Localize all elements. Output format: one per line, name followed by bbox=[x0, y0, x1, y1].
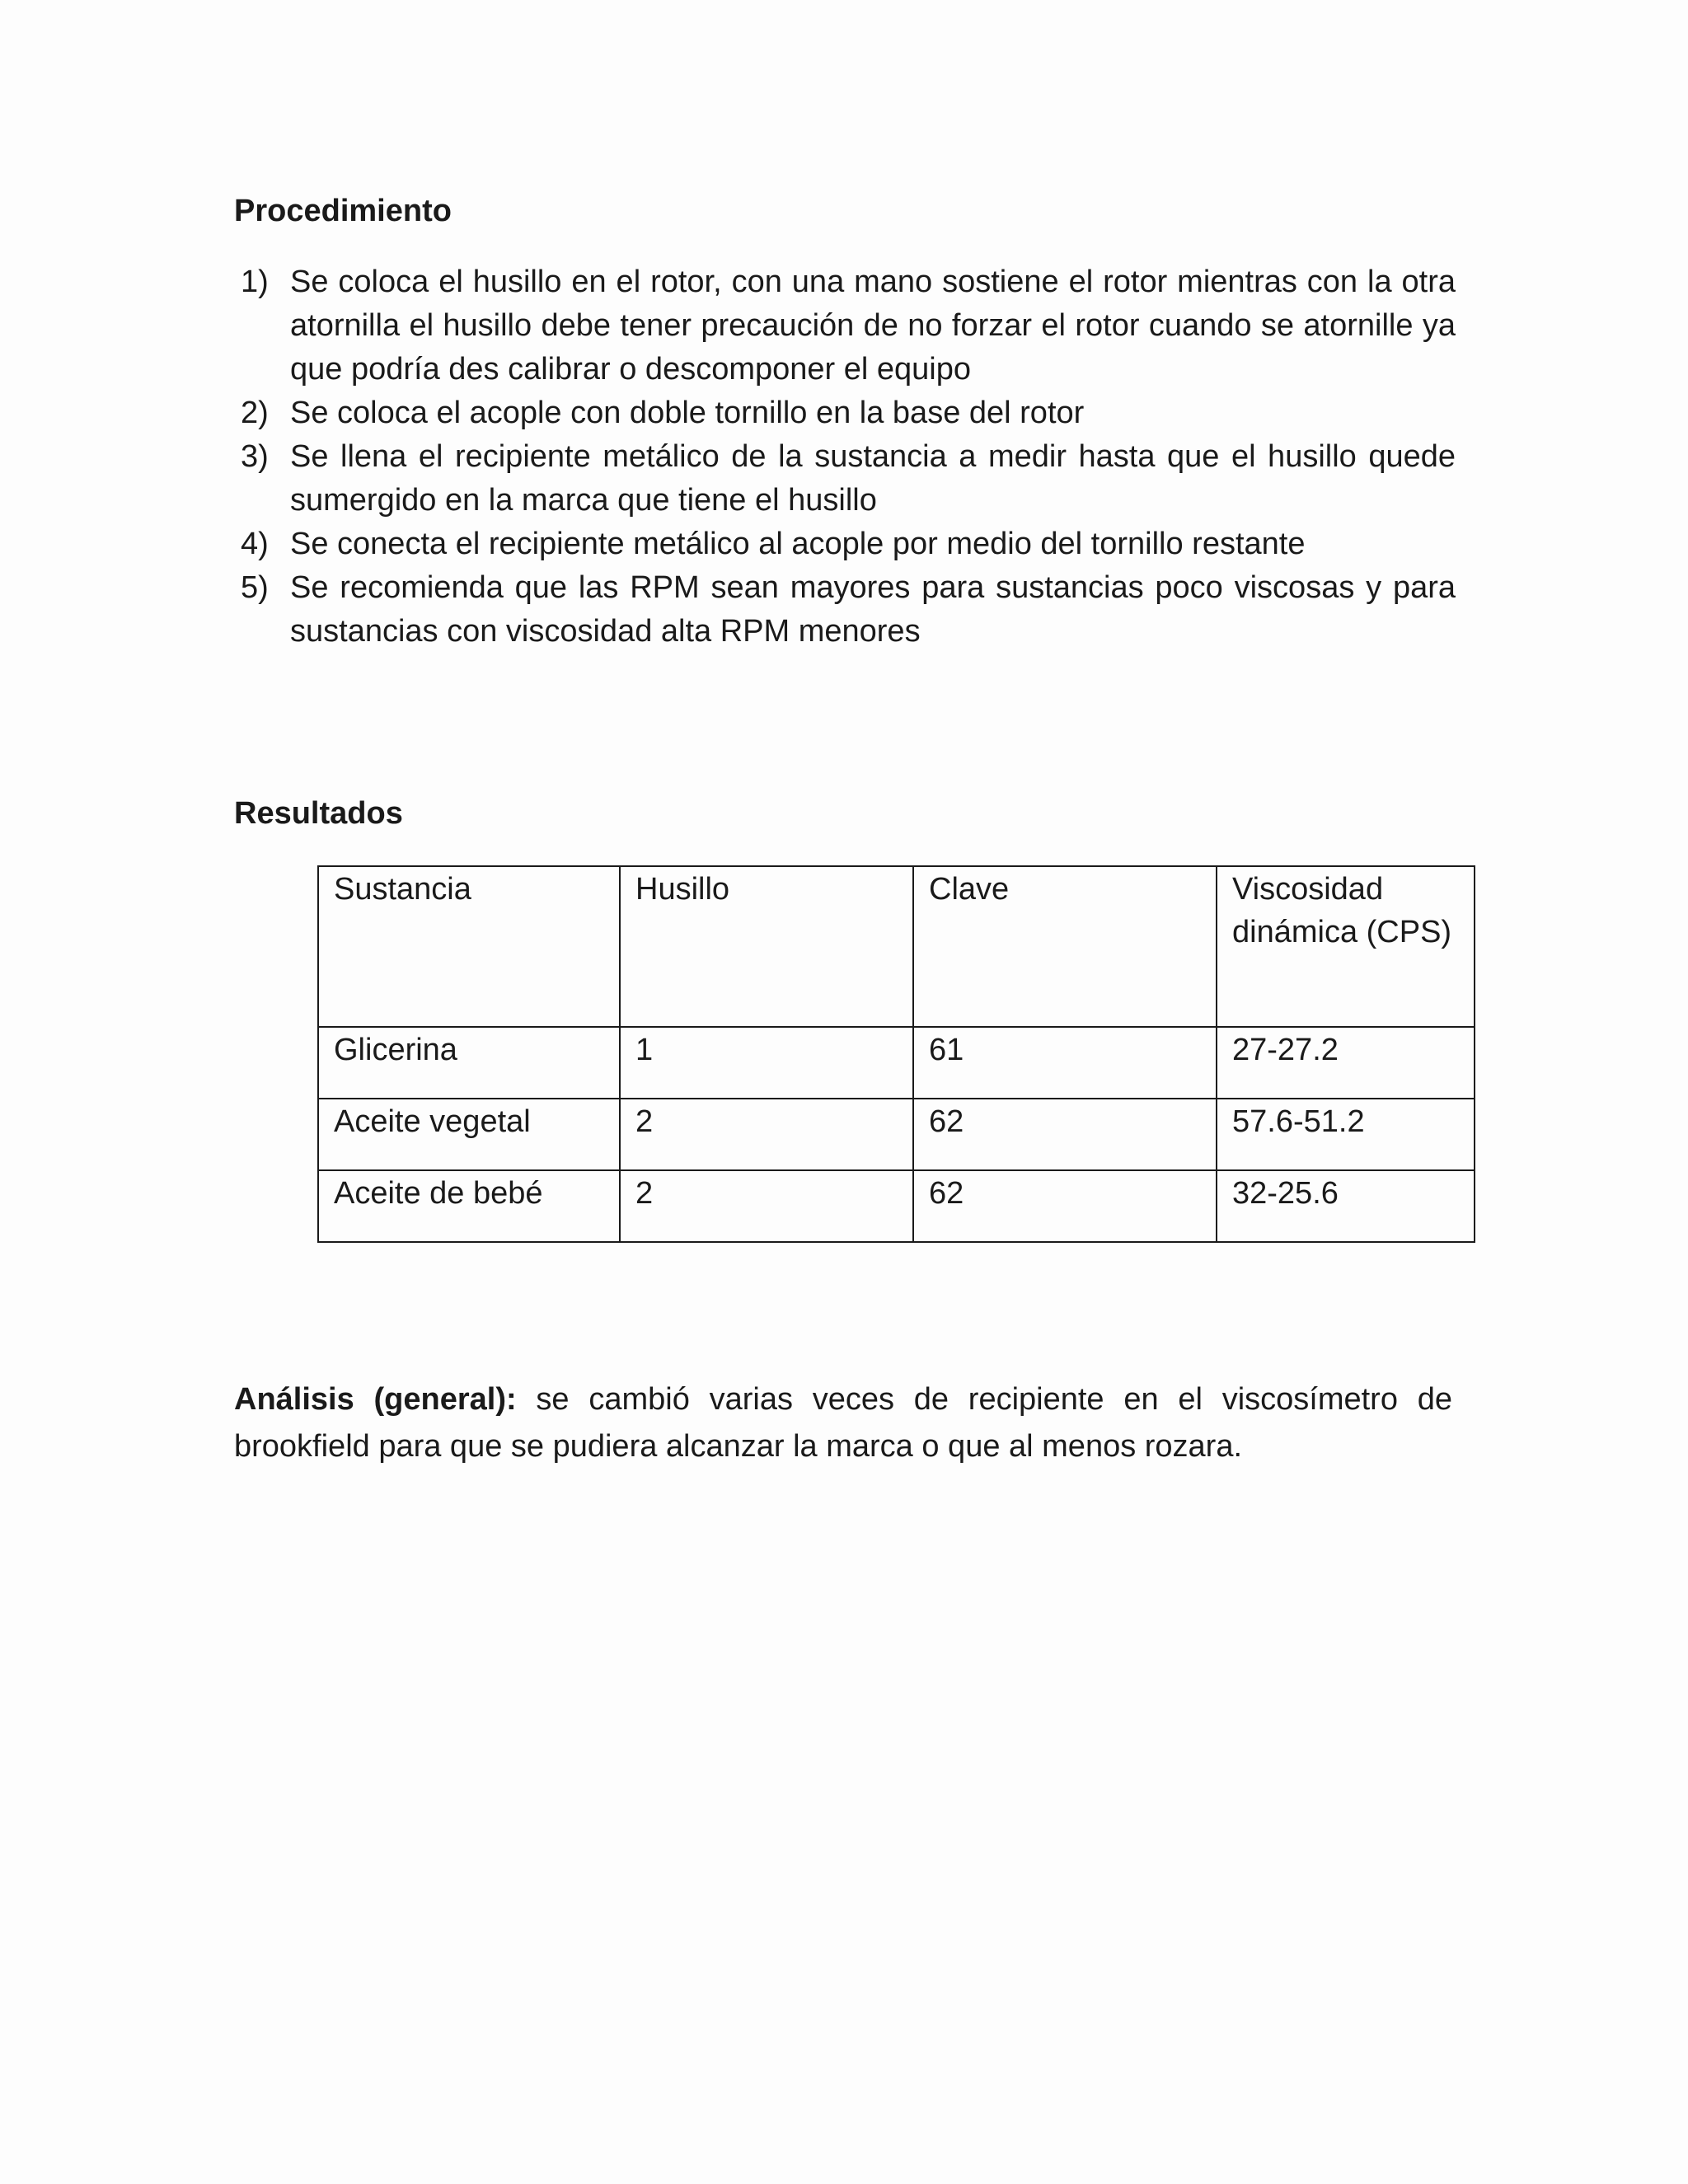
table-cell: Aceite vegetal bbox=[318, 1099, 620, 1170]
procedure-steps-list bbox=[234, 260, 1456, 654]
table-row bbox=[318, 1027, 1475, 1099]
column-header-viscosidad: Viscosidad dinámica (CPS) bbox=[1217, 866, 1475, 1027]
procedure-step bbox=[234, 566, 1456, 654]
procedure-step bbox=[234, 435, 1456, 523]
step-number: 4) bbox=[241, 527, 269, 561]
table-cell: 2 bbox=[620, 1170, 913, 1242]
table-cell: 62 bbox=[913, 1170, 1217, 1242]
step-text: Se llena el recipiente metálico de la sustancia a medir hasta que el husillo quede sumergido en la marca que tiene el husillo bbox=[290, 439, 1456, 518]
table-cell: 32-25.6 bbox=[1217, 1170, 1475, 1242]
step-number: 2) bbox=[241, 396, 269, 430]
step-number: 5) bbox=[241, 570, 269, 605]
step-text: Se coloca el acople con doble tornillo en la base del rotor bbox=[290, 396, 1085, 430]
column-header-sustancia: Sustancia bbox=[318, 866, 620, 1027]
table-cell: 61 bbox=[913, 1027, 1217, 1099]
table-cell: 62 bbox=[913, 1099, 1217, 1170]
table-row bbox=[318, 1170, 1475, 1242]
procedure-step bbox=[234, 260, 1456, 391]
results-heading: Resultados bbox=[234, 796, 403, 831]
column-header-clave: Clave bbox=[913, 866, 1217, 1027]
table-cell: 1 bbox=[620, 1027, 913, 1099]
table-cell: 57.6-51.2 bbox=[1217, 1099, 1475, 1170]
step-text: Se coloca el husillo en el rotor, con una mano sostiene el rotor mientras con la otra atornilla el husillo debe tener precaución de no forzar el rotor cuando se atornille ya que podría des calibrar o descomponer el equipo bbox=[290, 265, 1456, 387]
table-row bbox=[318, 1099, 1475, 1170]
procedure-heading: Procedimiento bbox=[234, 194, 452, 228]
table-header-row bbox=[318, 866, 1475, 1027]
step-number: 1) bbox=[241, 265, 269, 299]
step-number: 3) bbox=[241, 439, 269, 474]
column-header-husillo: Husillo bbox=[620, 866, 913, 1027]
analysis-label: Análisis (general): bbox=[234, 1382, 517, 1417]
results-table bbox=[317, 865, 1475, 1243]
procedure-step bbox=[234, 523, 1456, 566]
table-cell: 27-27.2 bbox=[1217, 1027, 1475, 1099]
step-text: Se recomienda que las RPM sean mayores para sustancias poco viscosas y para sustancias con viscosidad alta RPM menores bbox=[290, 570, 1456, 649]
procedure-step bbox=[234, 391, 1456, 435]
table-cell: Glicerina bbox=[318, 1027, 620, 1099]
table-cell: Aceite de bebé bbox=[318, 1170, 620, 1242]
analysis-paragraph bbox=[234, 1376, 1452, 1470]
analysis-text: se cambió varias veces de recipiente en el viscosímetro de brookfield para que se pudiera alcanzar la marca o que al menos rozara. bbox=[234, 1382, 1453, 1464]
table-cell: 2 bbox=[620, 1099, 913, 1170]
step-text: Se conecta el recipiente metálico al acople por medio del tornillo restante bbox=[290, 527, 1306, 561]
